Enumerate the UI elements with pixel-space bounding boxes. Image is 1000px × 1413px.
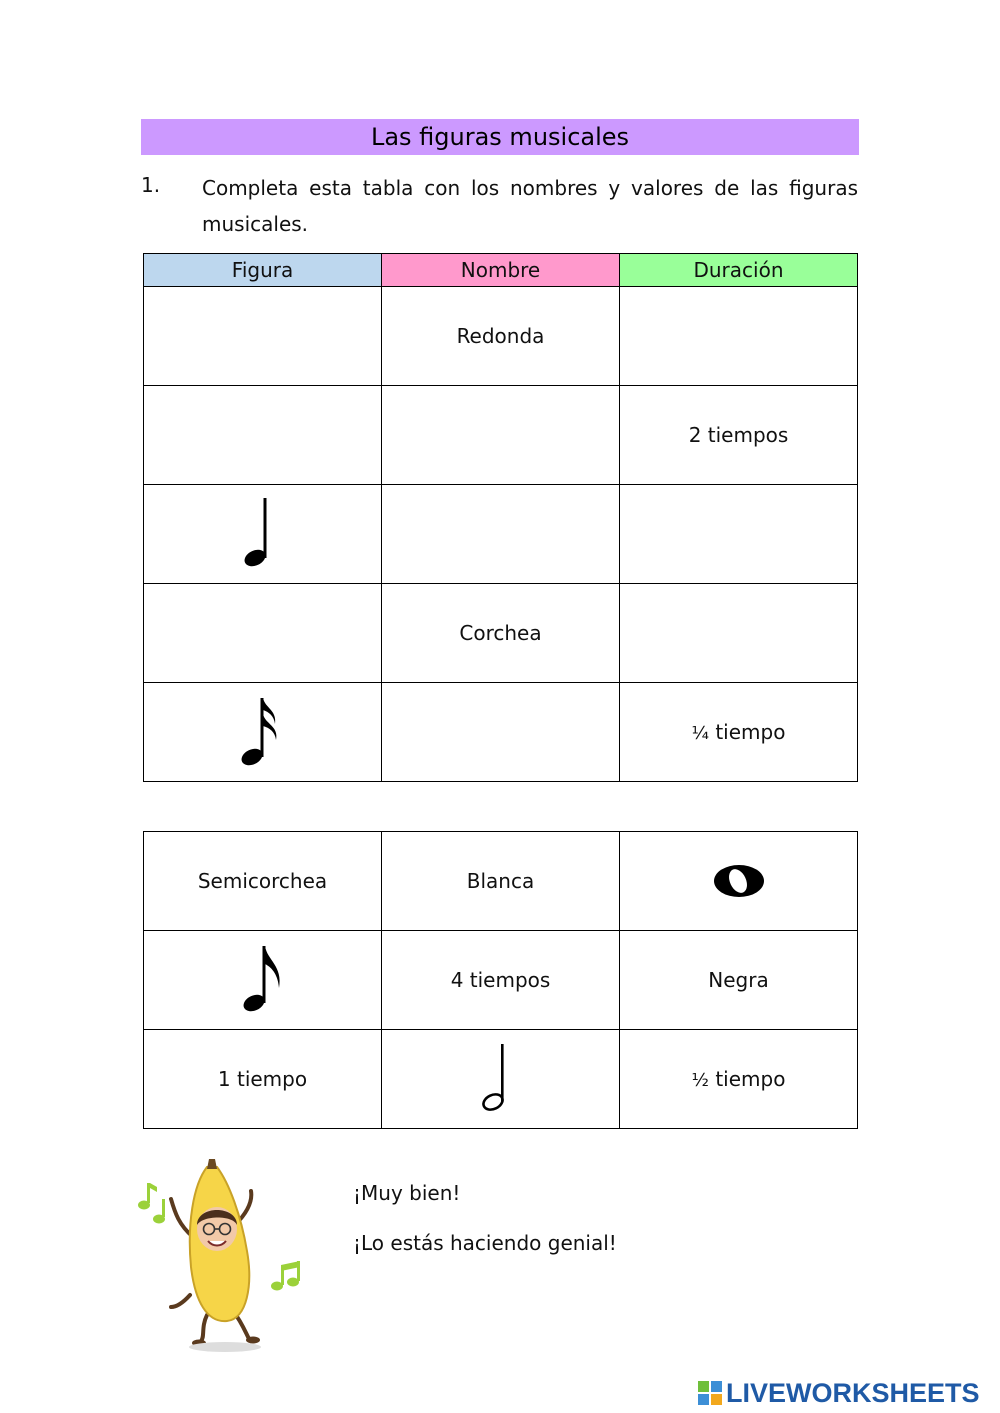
option-blanca[interactable]: Blanca [382, 832, 620, 931]
answer-table-header-row [144, 254, 858, 287]
whole-note-icon [712, 863, 766, 899]
table-row [144, 683, 858, 782]
liveworksheets-logo-text: LIVEWORKSHEETS [726, 1377, 980, 1408]
table-row [144, 584, 858, 683]
half-note-icon [481, 1042, 521, 1116]
option-medio-tiempo[interactable] [620, 1030, 858, 1129]
header-duracion: Duración [620, 254, 858, 287]
option-eighth-note[interactable] [144, 931, 382, 1030]
praise-line-2: ¡Lo estás haciendo genial! [353, 1231, 617, 1255]
drop-slot-duracion-4[interactable] [620, 584, 858, 683]
option-1-tiempo[interactable]: 1 tiempo [144, 1030, 382, 1129]
drop-slot-nombre-3[interactable] [382, 485, 620, 584]
drop-slot-duracion-1[interactable] [620, 287, 858, 386]
sixteenth-note-icon [239, 694, 287, 770]
liveworksheets-logo-icon [698, 1381, 722, 1405]
option-half-note[interactable] [382, 1030, 620, 1129]
drop-slot-nombre-5[interactable] [382, 683, 620, 782]
liveworksheets-logo [698, 1376, 980, 1410]
header-nombre: Nombre [382, 254, 620, 287]
drop-slot-figura-2[interactable] [144, 386, 382, 485]
options-table [143, 831, 858, 1129]
instruction-number: 1. [141, 173, 161, 197]
drop-slot-duracion-3[interactable] [620, 485, 858, 584]
duration-unit: tiempo [715, 720, 786, 744]
fraction-quarter: ¼ [691, 723, 709, 744]
table-row [144, 485, 858, 584]
instruction-text: Completa esta tabla con los nombres y valores de las figuras musicales. [202, 176, 858, 236]
option-negra[interactable]: Negra [620, 931, 858, 1030]
double-note-icon [271, 1261, 300, 1291]
cell-figura-3 [144, 485, 382, 584]
drop-slot-figura-4[interactable] [144, 584, 382, 683]
cell-nombre-1: Redonda [382, 287, 620, 386]
cell-nombre-4: Corchea [382, 584, 620, 683]
worksheet-title: Las figuras musicales [141, 119, 859, 155]
music-note-icon [138, 1183, 165, 1224]
header-figura: Figura [144, 254, 382, 287]
option-4-tiempos[interactable]: 4 tiempos [382, 931, 620, 1030]
table-row [144, 1030, 858, 1129]
option-semicorchea[interactable]: Semicorchea [144, 832, 382, 931]
eighth-note-icon [241, 944, 285, 1016]
quarter-note-icon [243, 496, 283, 572]
drop-slot-nombre-2[interactable] [382, 386, 620, 485]
table-row [144, 931, 858, 1030]
fraction-half: ½ [691, 1070, 709, 1091]
dancing-banana-mascot [135, 1155, 310, 1355]
cell-figura-5 [144, 683, 382, 782]
answer-table [143, 253, 858, 782]
praise-line-1: ¡Muy bien! [353, 1181, 461, 1205]
cell-duracion-5 [620, 683, 858, 782]
option-whole-note[interactable] [620, 832, 858, 931]
table-row [144, 832, 858, 931]
table-row [144, 287, 858, 386]
drop-slot-figura-1[interactable] [144, 287, 382, 386]
cell-duracion-2: 2 tiempos [620, 386, 858, 485]
duration-unit: tiempo [715, 1067, 786, 1091]
table-row [144, 386, 858, 485]
